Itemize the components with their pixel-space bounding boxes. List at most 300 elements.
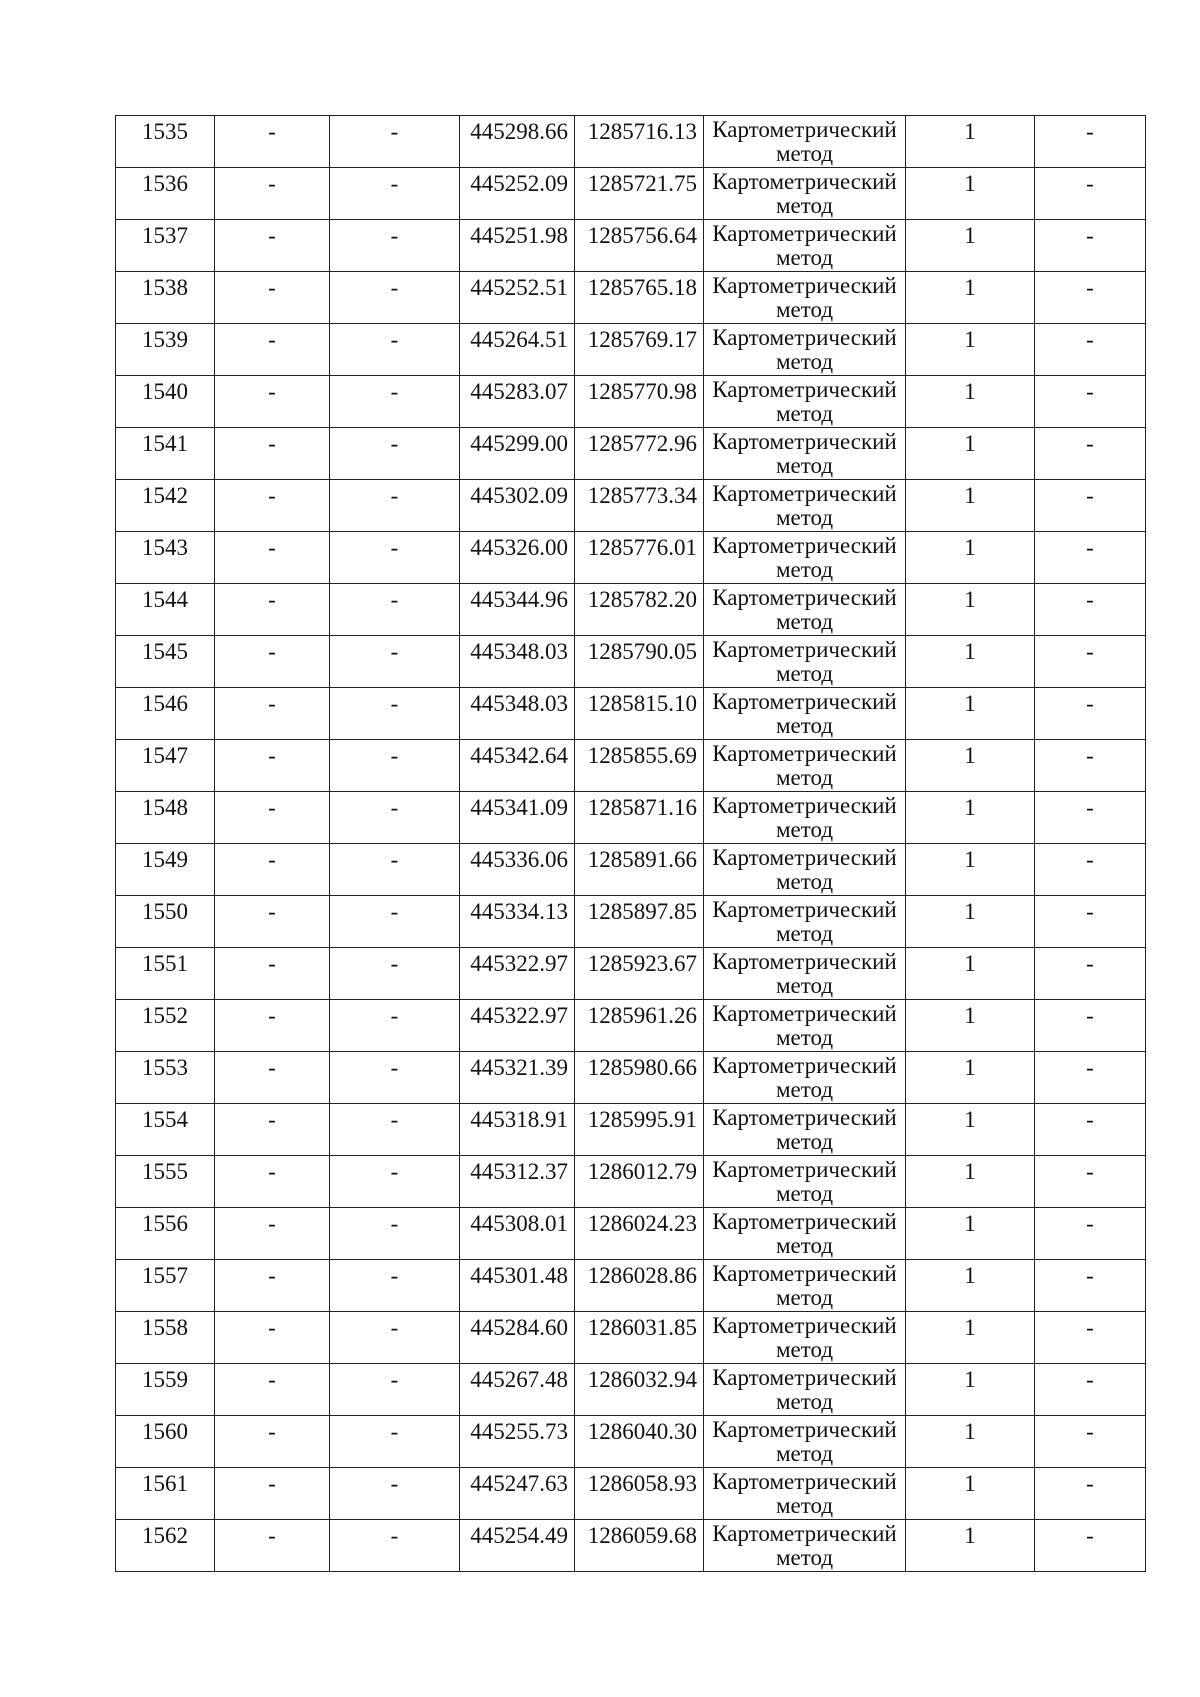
x-coordinate-cell: 445308.01: [460, 1208, 575, 1260]
method-name: Картометрический: [712, 1105, 897, 1130]
method-suffix: метод: [775, 1129, 834, 1154]
table-row: [116, 1312, 1146, 1364]
existing-y-cell: -: [330, 1520, 460, 1572]
table-row: [116, 168, 1146, 220]
point-number-cell: 1558: [116, 1312, 215, 1364]
method-cell: [704, 272, 906, 324]
method-name: Картометрический: [712, 793, 897, 818]
x-coordinate-cell: 445254.49: [460, 1520, 575, 1572]
point-number-cell: 1550: [116, 896, 215, 948]
existing-y-cell: -: [330, 1312, 460, 1364]
existing-x-cell: -: [215, 116, 330, 168]
existing-x-cell: -: [215, 1312, 330, 1364]
method-suffix: метод: [775, 1493, 834, 1518]
y-coordinate-cell: 1285782.20: [575, 584, 704, 636]
method-cell: [704, 1364, 906, 1416]
existing-y-cell: -: [330, 792, 460, 844]
method-suffix: метод: [775, 505, 834, 530]
existing-x-cell: -: [215, 1520, 330, 1572]
method-name: Картометрический: [712, 117, 897, 142]
existing-x-cell: -: [215, 688, 330, 740]
existing-x-cell: -: [215, 480, 330, 532]
note-cell: -: [1035, 480, 1146, 532]
accuracy-cell: 1: [906, 1520, 1035, 1572]
method-suffix: метод: [775, 1285, 834, 1310]
point-number-cell: 1547: [116, 740, 215, 792]
point-number-cell: 1535: [116, 116, 215, 168]
x-coordinate-cell: 445302.09: [460, 480, 575, 532]
method-name: Картометрический: [712, 273, 897, 298]
point-number-cell: 1536: [116, 168, 215, 220]
table-row: [116, 740, 1146, 792]
existing-y-cell: -: [330, 532, 460, 584]
y-coordinate-cell: 1285765.18: [575, 272, 704, 324]
existing-x-cell: -: [215, 792, 330, 844]
point-number-cell: 1559: [116, 1364, 215, 1416]
point-number-cell: 1545: [116, 636, 215, 688]
existing-y-cell: -: [330, 1208, 460, 1260]
x-coordinate-cell: 445301.48: [460, 1260, 575, 1312]
y-coordinate-cell: 1286024.23: [575, 1208, 704, 1260]
existing-x-cell: -: [215, 1000, 330, 1052]
x-coordinate-cell: 445298.66: [460, 116, 575, 168]
table-row: [116, 896, 1146, 948]
point-number-cell: 1538: [116, 272, 215, 324]
x-coordinate-cell: 445336.06: [460, 844, 575, 896]
existing-x-cell: -: [215, 1364, 330, 1416]
x-coordinate-cell: 445342.64: [460, 740, 575, 792]
accuracy-cell: 1: [906, 1104, 1035, 1156]
y-coordinate-cell: 1285891.66: [575, 844, 704, 896]
method-cell: [704, 168, 906, 220]
method-cell: [704, 376, 906, 428]
method-suffix: метод: [775, 297, 834, 322]
y-coordinate-cell: 1286012.79: [575, 1156, 704, 1208]
point-number-cell: 1548: [116, 792, 215, 844]
method-cell: [704, 324, 906, 376]
method-name: Картометрический: [712, 949, 897, 974]
existing-y-cell: -: [330, 844, 460, 896]
x-coordinate-cell: 445284.60: [460, 1312, 575, 1364]
y-coordinate-cell: 1285772.96: [575, 428, 704, 480]
method-name: Картометрический: [712, 1053, 897, 1078]
note-cell: -: [1035, 636, 1146, 688]
table-row: [116, 428, 1146, 480]
x-coordinate-cell: 445283.07: [460, 376, 575, 428]
point-number-cell: 1541: [116, 428, 215, 480]
y-coordinate-cell: 1285721.75: [575, 168, 704, 220]
accuracy-cell: 1: [906, 792, 1035, 844]
note-cell: -: [1035, 272, 1146, 324]
existing-x-cell: -: [215, 1208, 330, 1260]
note-cell: -: [1035, 376, 1146, 428]
existing-y-cell: -: [330, 636, 460, 688]
existing-y-cell: -: [330, 428, 460, 480]
accuracy-cell: 1: [906, 740, 1035, 792]
note-cell: -: [1035, 792, 1146, 844]
method-suffix: метод: [775, 921, 834, 946]
accuracy-cell: 1: [906, 896, 1035, 948]
table-row: [116, 1520, 1146, 1572]
method-suffix: метод: [775, 1025, 834, 1050]
note-cell: -: [1035, 116, 1146, 168]
note-cell: -: [1035, 1260, 1146, 1312]
method-cell: [704, 948, 906, 1000]
note-cell: -: [1035, 740, 1146, 792]
accuracy-cell: 1: [906, 584, 1035, 636]
accuracy-cell: 1: [906, 220, 1035, 272]
table-row: [116, 1468, 1146, 1520]
existing-x-cell: -: [215, 376, 330, 428]
method-cell: [704, 1520, 906, 1572]
method-cell: [704, 480, 906, 532]
method-name: Картометрический: [712, 1521, 897, 1546]
method-suffix: метод: [775, 973, 834, 998]
method-name: Картометрический: [712, 585, 897, 610]
method-cell: [704, 1208, 906, 1260]
existing-x-cell: -: [215, 168, 330, 220]
table-row: [116, 792, 1146, 844]
x-coordinate-cell: 445348.03: [460, 636, 575, 688]
note-cell: -: [1035, 1468, 1146, 1520]
method-name: Картометрический: [712, 1417, 897, 1442]
y-coordinate-cell: 1285815.10: [575, 688, 704, 740]
point-number-cell: 1539: [116, 324, 215, 376]
table-row: [116, 688, 1146, 740]
method-cell: [704, 1104, 906, 1156]
method-name: Картометрический: [712, 1261, 897, 1286]
point-number-cell: 1540: [116, 376, 215, 428]
method-suffix: метод: [775, 713, 834, 738]
table-row: [116, 1364, 1146, 1416]
accuracy-cell: 1: [906, 428, 1035, 480]
table-row: [116, 116, 1146, 168]
method-cell: [704, 1156, 906, 1208]
note-cell: -: [1035, 168, 1146, 220]
y-coordinate-cell: 1286059.68: [575, 1520, 704, 1572]
note-cell: -: [1035, 220, 1146, 272]
x-coordinate-cell: 445322.97: [460, 1000, 575, 1052]
note-cell: -: [1035, 844, 1146, 896]
x-coordinate-cell: 445321.39: [460, 1052, 575, 1104]
method-name: Картометрический: [712, 481, 897, 506]
x-coordinate-cell: 445318.91: [460, 1104, 575, 1156]
y-coordinate-cell: 1285961.26: [575, 1000, 704, 1052]
table-row: [116, 636, 1146, 688]
existing-x-cell: -: [215, 220, 330, 272]
method-suffix: метод: [775, 193, 834, 218]
accuracy-cell: 1: [906, 1156, 1035, 1208]
method-name: Картометрический: [712, 1209, 897, 1234]
method-suffix: метод: [775, 1337, 834, 1362]
accuracy-cell: 1: [906, 636, 1035, 688]
method-cell: [704, 1468, 906, 1520]
method-suffix: метод: [775, 245, 834, 270]
method-name: Картометрический: [712, 741, 897, 766]
note-cell: -: [1035, 896, 1146, 948]
table-row: [116, 1052, 1146, 1104]
table-row: [116, 948, 1146, 1000]
method-suffix: метод: [775, 401, 834, 426]
method-name: Картометрический: [712, 377, 897, 402]
y-coordinate-cell: 1285855.69: [575, 740, 704, 792]
point-number-cell: 1544: [116, 584, 215, 636]
existing-y-cell: -: [330, 324, 460, 376]
method-suffix: метод: [775, 1389, 834, 1414]
method-name: Картометрический: [712, 1469, 897, 1494]
x-coordinate-cell: 445322.97: [460, 948, 575, 1000]
note-cell: -: [1035, 1416, 1146, 1468]
y-coordinate-cell: 1286058.93: [575, 1468, 704, 1520]
accuracy-cell: 1: [906, 272, 1035, 324]
note-cell: -: [1035, 584, 1146, 636]
method-suffix: метод: [775, 1233, 834, 1258]
x-coordinate-cell: 445251.98: [460, 220, 575, 272]
x-coordinate-cell: 445252.51: [460, 272, 575, 324]
existing-y-cell: -: [330, 376, 460, 428]
method-cell: [704, 116, 906, 168]
method-name: Картометрический: [712, 1313, 897, 1338]
existing-x-cell: -: [215, 532, 330, 584]
accuracy-cell: 1: [906, 1468, 1035, 1520]
point-number-cell: 1543: [116, 532, 215, 584]
y-coordinate-cell: 1286031.85: [575, 1312, 704, 1364]
x-coordinate-cell: 445264.51: [460, 324, 575, 376]
accuracy-cell: 1: [906, 324, 1035, 376]
accuracy-cell: 1: [906, 844, 1035, 896]
point-number-cell: 1537: [116, 220, 215, 272]
y-coordinate-cell: 1285995.91: [575, 1104, 704, 1156]
table-row: [116, 1000, 1146, 1052]
y-coordinate-cell: 1285871.16: [575, 792, 704, 844]
existing-x-cell: -: [215, 1104, 330, 1156]
coordinates-table: [115, 115, 1146, 1572]
x-coordinate-cell: 445341.09: [460, 792, 575, 844]
accuracy-cell: 1: [906, 688, 1035, 740]
table-row: [116, 532, 1146, 584]
point-number-cell: 1546: [116, 688, 215, 740]
existing-y-cell: -: [330, 584, 460, 636]
table-row: [116, 1416, 1146, 1468]
method-name: Картометрический: [712, 1001, 897, 1026]
table-row: [116, 480, 1146, 532]
existing-x-cell: -: [215, 1052, 330, 1104]
existing-y-cell: -: [330, 740, 460, 792]
method-name: Картометрический: [712, 169, 897, 194]
y-coordinate-cell: 1286040.30: [575, 1416, 704, 1468]
existing-x-cell: -: [215, 584, 330, 636]
point-number-cell: 1556: [116, 1208, 215, 1260]
existing-y-cell: -: [330, 688, 460, 740]
note-cell: -: [1035, 532, 1146, 584]
table-row: [116, 844, 1146, 896]
y-coordinate-cell: 1286032.94: [575, 1364, 704, 1416]
point-number-cell: 1557: [116, 1260, 215, 1312]
method-cell: [704, 688, 906, 740]
table-row: [116, 272, 1146, 324]
note-cell: -: [1035, 1364, 1146, 1416]
method-name: Картометрический: [712, 897, 897, 922]
point-number-cell: 1542: [116, 480, 215, 532]
method-suffix: метод: [775, 349, 834, 374]
table-row: [116, 1156, 1146, 1208]
method-suffix: метод: [775, 1441, 834, 1466]
accuracy-cell: 1: [906, 1364, 1035, 1416]
x-coordinate-cell: 445299.00: [460, 428, 575, 480]
existing-x-cell: -: [215, 324, 330, 376]
existing-x-cell: -: [215, 1416, 330, 1468]
method-cell: [704, 740, 906, 792]
note-cell: -: [1035, 1104, 1146, 1156]
method-name: Картометрический: [712, 845, 897, 870]
note-cell: -: [1035, 428, 1146, 480]
note-cell: -: [1035, 948, 1146, 1000]
method-cell: [704, 1416, 906, 1468]
existing-x-cell: -: [215, 428, 330, 480]
note-cell: -: [1035, 1312, 1146, 1364]
accuracy-cell: 1: [906, 1000, 1035, 1052]
x-coordinate-cell: 445326.00: [460, 532, 575, 584]
existing-y-cell: -: [330, 896, 460, 948]
existing-x-cell: -: [215, 896, 330, 948]
method-suffix: метод: [775, 817, 834, 842]
note-cell: -: [1035, 1156, 1146, 1208]
method-name: Картометрический: [712, 429, 897, 454]
method-name: Картометрический: [712, 689, 897, 714]
method-name: Картометрический: [712, 1157, 897, 1182]
point-number-cell: 1555: [116, 1156, 215, 1208]
existing-y-cell: -: [330, 168, 460, 220]
table-row: [116, 1208, 1146, 1260]
point-number-cell: 1562: [116, 1520, 215, 1572]
y-coordinate-cell: 1285770.98: [575, 376, 704, 428]
method-suffix: метод: [775, 1545, 834, 1570]
y-coordinate-cell: 1285897.85: [575, 896, 704, 948]
table-row: [116, 1260, 1146, 1312]
method-name: Картометрический: [712, 325, 897, 350]
note-cell: -: [1035, 324, 1146, 376]
x-coordinate-cell: 445255.73: [460, 1416, 575, 1468]
method-cell: [704, 792, 906, 844]
table-row: [116, 324, 1146, 376]
note-cell: -: [1035, 1000, 1146, 1052]
method-cell: [704, 584, 906, 636]
point-number-cell: 1561: [116, 1468, 215, 1520]
method-name: Картометрический: [712, 1365, 897, 1390]
method-cell: [704, 1052, 906, 1104]
x-coordinate-cell: 445247.63: [460, 1468, 575, 1520]
y-coordinate-cell: 1286028.86: [575, 1260, 704, 1312]
existing-y-cell: -: [330, 1364, 460, 1416]
y-coordinate-cell: 1285980.66: [575, 1052, 704, 1104]
method-cell: [704, 636, 906, 688]
method-cell: [704, 1000, 906, 1052]
y-coordinate-cell: 1285776.01: [575, 532, 704, 584]
existing-y-cell: -: [330, 1416, 460, 1468]
existing-y-cell: -: [330, 1260, 460, 1312]
method-name: Картометрический: [712, 221, 897, 246]
existing-x-cell: -: [215, 948, 330, 1000]
existing-y-cell: -: [330, 948, 460, 1000]
existing-y-cell: -: [330, 1000, 460, 1052]
existing-y-cell: -: [330, 1156, 460, 1208]
y-coordinate-cell: 1285716.13: [575, 116, 704, 168]
accuracy-cell: 1: [906, 1208, 1035, 1260]
accuracy-cell: 1: [906, 1260, 1035, 1312]
y-coordinate-cell: 1285756.64: [575, 220, 704, 272]
x-coordinate-cell: 445334.13: [460, 896, 575, 948]
point-number-cell: 1554: [116, 1104, 215, 1156]
accuracy-cell: 1: [906, 1052, 1035, 1104]
method-suffix: метод: [775, 869, 834, 894]
table-body: [116, 116, 1146, 1572]
x-coordinate-cell: 445312.37: [460, 1156, 575, 1208]
method-cell: [704, 220, 906, 272]
method-suffix: метод: [775, 557, 834, 582]
existing-x-cell: -: [215, 272, 330, 324]
y-coordinate-cell: 1285790.05: [575, 636, 704, 688]
existing-x-cell: -: [215, 740, 330, 792]
existing-x-cell: -: [215, 636, 330, 688]
x-coordinate-cell: 445348.03: [460, 688, 575, 740]
existing-y-cell: -: [330, 1468, 460, 1520]
point-number-cell: 1560: [116, 1416, 215, 1468]
note-cell: -: [1035, 1208, 1146, 1260]
y-coordinate-cell: 1285769.17: [575, 324, 704, 376]
method-cell: [704, 844, 906, 896]
method-suffix: метод: [775, 661, 834, 686]
existing-x-cell: -: [215, 844, 330, 896]
method-suffix: метод: [775, 453, 834, 478]
existing-y-cell: -: [330, 220, 460, 272]
y-coordinate-cell: 1285773.34: [575, 480, 704, 532]
method-cell: [704, 1312, 906, 1364]
point-number-cell: 1552: [116, 1000, 215, 1052]
y-coordinate-cell: 1285923.67: [575, 948, 704, 1000]
existing-y-cell: -: [330, 480, 460, 532]
accuracy-cell: 1: [906, 480, 1035, 532]
note-cell: -: [1035, 688, 1146, 740]
existing-x-cell: -: [215, 1156, 330, 1208]
accuracy-cell: 1: [906, 1416, 1035, 1468]
x-coordinate-cell: 445267.48: [460, 1364, 575, 1416]
accuracy-cell: 1: [906, 532, 1035, 584]
table-row: [116, 584, 1146, 636]
existing-x-cell: -: [215, 1468, 330, 1520]
existing-x-cell: -: [215, 1260, 330, 1312]
method-cell: [704, 428, 906, 480]
accuracy-cell: 1: [906, 948, 1035, 1000]
accuracy-cell: 1: [906, 376, 1035, 428]
point-number-cell: 1551: [116, 948, 215, 1000]
method-name: Картометрический: [712, 533, 897, 558]
method-name: Картометрический: [712, 637, 897, 662]
accuracy-cell: 1: [906, 168, 1035, 220]
method-cell: [704, 532, 906, 584]
method-cell: [704, 1260, 906, 1312]
existing-y-cell: -: [330, 272, 460, 324]
note-cell: -: [1035, 1052, 1146, 1104]
point-number-cell: 1553: [116, 1052, 215, 1104]
table-row: [116, 220, 1146, 272]
method-suffix: метод: [775, 141, 834, 166]
accuracy-cell: 1: [906, 116, 1035, 168]
point-number-cell: 1549: [116, 844, 215, 896]
method-suffix: метод: [775, 1181, 834, 1206]
method-suffix: метод: [775, 1077, 834, 1102]
method-suffix: метод: [775, 609, 834, 634]
existing-y-cell: -: [330, 116, 460, 168]
